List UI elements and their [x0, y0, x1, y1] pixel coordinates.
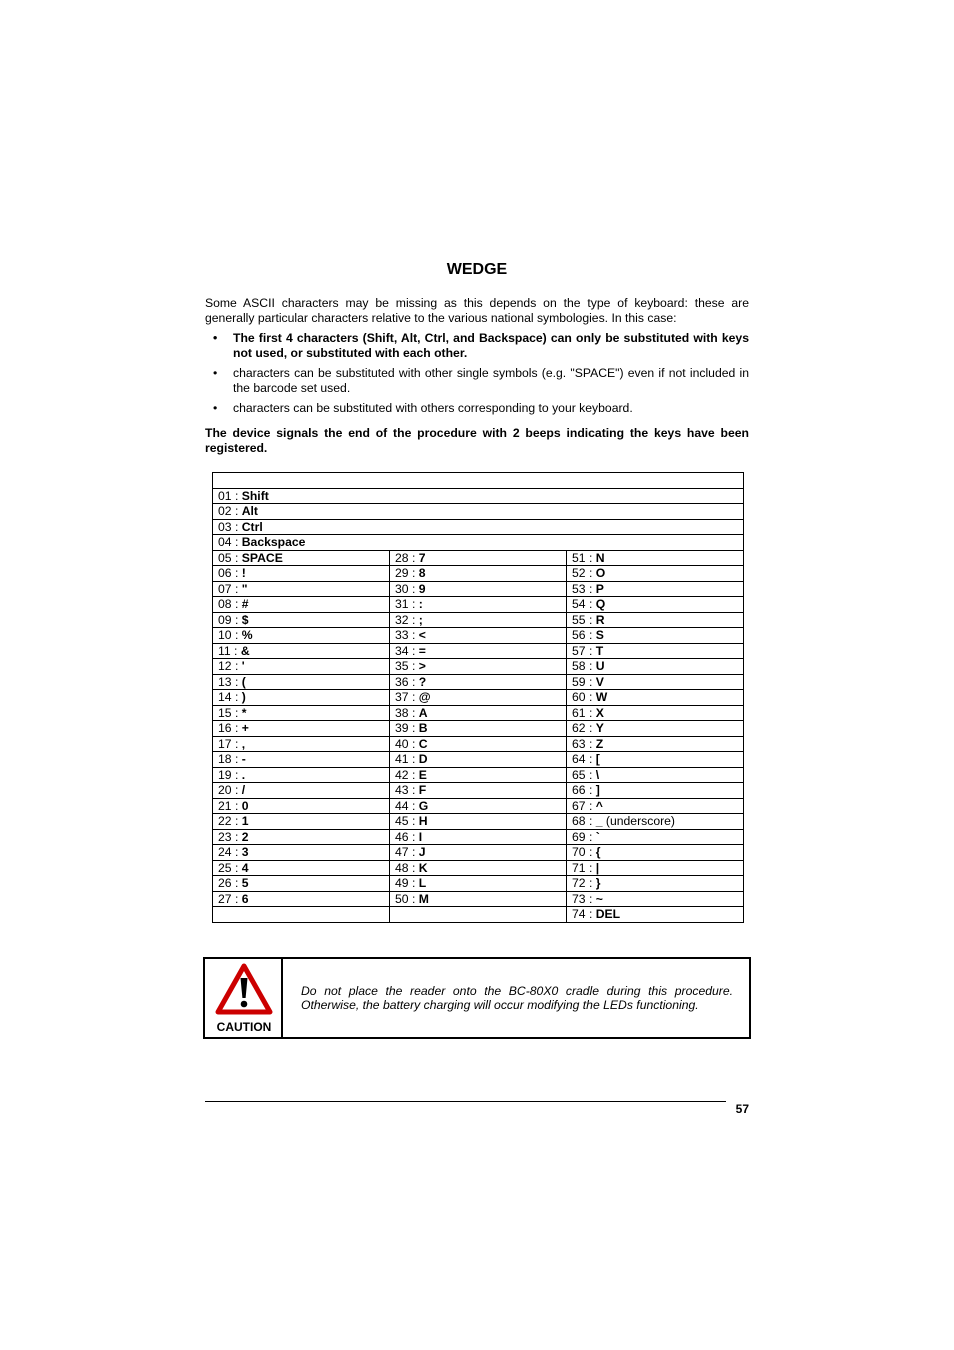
table-cell	[390, 612, 567, 628]
key-label: ]	[595, 783, 600, 798]
table-cell	[390, 767, 567, 783]
table-row	[213, 488, 744, 504]
key-number: 44 :	[395, 798, 416, 813]
table-row	[213, 581, 744, 597]
key-label: 8	[418, 566, 426, 581]
key-label: Ctrl	[241, 519, 263, 534]
key-number: 23 :	[218, 829, 239, 844]
key-number: 59 :	[572, 674, 593, 689]
table-row	[213, 643, 744, 659]
table-cell	[213, 891, 390, 907]
key-number: 70 :	[572, 845, 593, 860]
key-number: 66 :	[572, 783, 593, 798]
table-cell	[390, 876, 567, 892]
caution-text: Do not place the reader onto the BC-80X0 cradle during this procedure. Otherwise, the battery charging will occur modifying the LEDs functioning.	[301, 984, 733, 1012]
key-label: 6	[241, 891, 249, 906]
table-cell	[213, 535, 744, 551]
key-number: 15 :	[218, 705, 239, 720]
table-row	[213, 783, 744, 799]
key-label: Q	[595, 597, 606, 612]
key-label: DEL	[595, 907, 621, 922]
key-label: 3	[241, 845, 249, 860]
key-number: 41 :	[395, 752, 416, 767]
key-label: R	[595, 612, 605, 627]
key-number: 28 :	[395, 550, 416, 565]
key-label: 2	[241, 829, 249, 844]
key-number: 29 :	[395, 566, 416, 581]
bullet-item: • The first 4 characters (Shift, Alt, Ctrl, and Backspace) can only be substituted with keys not used, or substituted with each other.	[205, 331, 749, 361]
key-number: 64 :	[572, 752, 593, 767]
table-cell	[213, 860, 390, 876]
key-number: 52 :	[572, 566, 593, 581]
key-label: ~	[595, 891, 603, 906]
table-cell	[213, 488, 744, 504]
table-cell	[213, 690, 390, 706]
table-cell	[213, 597, 390, 613]
key-number: 22 :	[218, 814, 239, 829]
key-label: =	[418, 643, 426, 658]
table-row	[213, 519, 744, 535]
key-number: 71 :	[572, 860, 593, 875]
key-number: 13 :	[218, 674, 239, 689]
key-number: 37 :	[395, 690, 416, 705]
key-number: 17 :	[218, 736, 239, 751]
key-number: 04 :	[218, 535, 239, 550]
key-label: A	[418, 705, 428, 720]
key-number: 50 :	[395, 891, 416, 906]
table-row	[213, 566, 744, 582]
table-cell	[213, 783, 390, 799]
key-number: 25 :	[218, 860, 239, 875]
key-label: 5	[241, 876, 249, 891]
key-label: #	[241, 597, 249, 612]
key-number: 53 :	[572, 581, 593, 596]
key-label: V	[595, 674, 604, 689]
key-number: 36 :	[395, 674, 416, 689]
key-number: 21 :	[218, 798, 239, 813]
procedure-note: The device signals the end of the procedure with 2 beeps indicating the keys have been registered.	[205, 426, 749, 455]
key-number: 40 :	[395, 736, 416, 751]
key-number: 62 :	[572, 721, 593, 736]
table-cell	[390, 907, 567, 923]
caution-box	[203, 957, 751, 1039]
key-label: <	[418, 628, 426, 643]
table-cell	[213, 814, 390, 830]
table-row	[213, 860, 744, 876]
key-number: 08 :	[218, 597, 239, 612]
table-cell	[213, 674, 390, 690]
key-label: (	[241, 674, 246, 689]
table-row	[213, 736, 744, 752]
table-row	[213, 628, 744, 644]
key-number: 58 :	[572, 659, 593, 674]
key-label: Alt	[241, 504, 258, 519]
table-cell	[390, 550, 567, 566]
table-cell	[213, 798, 390, 814]
key-label: Backspace	[241, 535, 306, 550]
table-cell	[567, 736, 744, 752]
key-table-body	[213, 473, 744, 923]
key-label: M	[418, 891, 429, 906]
table-cell	[567, 783, 744, 799]
table-cell	[390, 860, 567, 876]
key-number: 24 :	[218, 845, 239, 860]
key-label: ^	[595, 798, 603, 813]
table-cell	[213, 628, 390, 644]
key-label: D	[418, 752, 428, 767]
key-number: 67 :	[572, 798, 593, 813]
table-cell	[567, 643, 744, 659]
table-cell	[213, 504, 744, 520]
key-number: 55 :	[572, 612, 593, 627]
key-label: X	[595, 705, 604, 720]
footer-divider	[205, 1101, 726, 1102]
key-number: 10 :	[218, 628, 239, 643]
key-label: 0	[241, 798, 249, 813]
key-label: C	[418, 736, 428, 751]
key-label: G	[418, 798, 429, 813]
table-cell	[567, 891, 744, 907]
key-label: U	[595, 659, 605, 674]
table-cell	[567, 690, 744, 706]
table-cell	[213, 519, 744, 535]
table-cell	[390, 721, 567, 737]
table-row	[213, 876, 744, 892]
key-number: 73 :	[572, 891, 593, 906]
key-label: !	[241, 566, 246, 581]
key-label: |	[595, 860, 600, 875]
table-cell	[390, 628, 567, 644]
bullet-item: • characters can be substituted with others corresponding to your keyboard.	[205, 401, 749, 416]
key-label: H	[418, 814, 428, 829]
intro-paragraph: Some ASCII characters may be missing as this depends on the type of keyboard: these are generally particular characters relative to the various national symbologies. In this case:	[205, 296, 749, 325]
table-row	[213, 721, 744, 737]
key-label: K	[418, 860, 428, 875]
key-label: S	[595, 628, 604, 643]
key-label: B	[418, 721, 428, 736]
table-cell	[213, 581, 390, 597]
table-cell	[390, 597, 567, 613]
key-number: 01 :	[218, 488, 239, 503]
key-number: 60 :	[572, 690, 593, 705]
key-number: 63 :	[572, 736, 593, 751]
key-table	[212, 472, 744, 923]
key-number: 49 :	[395, 876, 416, 891]
key-label: J	[418, 845, 426, 860]
key-label: -	[241, 752, 246, 767]
table-cell	[213, 550, 390, 566]
table-cell	[213, 643, 390, 659]
key-label: 4	[241, 860, 249, 875]
key-label: {	[595, 845, 601, 860]
page-number: 57	[735, 1102, 749, 1116]
table-row	[213, 504, 744, 520]
key-label: ?	[418, 674, 427, 689]
table-cell	[567, 705, 744, 721]
page-title: WEDGE	[446, 261, 508, 278]
table-cell	[213, 612, 390, 628]
key-number: 34 :	[395, 643, 416, 658]
key-label: 9	[418, 581, 426, 596]
table-cell	[390, 643, 567, 659]
key-label: \	[595, 767, 600, 782]
table-cell	[390, 674, 567, 690]
table-cell	[567, 659, 744, 675]
key-label: +	[241, 721, 249, 736]
key-number: 69 :	[572, 829, 593, 844]
key-number: 16 :	[218, 721, 239, 736]
table-cell	[213, 876, 390, 892]
key-number: 32 :	[395, 612, 416, 627]
caution-label: CAUTION	[216, 1020, 272, 1034]
table-row	[213, 798, 744, 814]
table-cell	[213, 829, 390, 845]
table-cell	[567, 566, 744, 582]
table-cell	[390, 581, 567, 597]
key-label: .	[241, 767, 246, 782]
table-cell	[567, 674, 744, 690]
key-label: %	[241, 628, 253, 643]
key-number: 65 :	[572, 767, 593, 782]
bullet-item: • characters can be substituted with other single symbols (e.g. "SPACE") even if not included in the barcode set used.	[205, 366, 749, 396]
table-cell	[390, 752, 567, 768]
key-label: `	[595, 829, 600, 844]
key-number: 12 :	[218, 659, 239, 674]
key-label: >	[418, 659, 426, 674]
key-number: 26 :	[218, 876, 239, 891]
key-number: 07 :	[218, 581, 239, 596]
table-row	[213, 907, 744, 923]
warning-triangle-icon	[215, 963, 273, 1015]
key-number: 05 :	[218, 550, 239, 565]
key-number: 57 :	[572, 643, 593, 658]
table-cell	[390, 829, 567, 845]
table-row	[213, 690, 744, 706]
key-label: $	[241, 612, 249, 627]
key-label: O	[595, 566, 606, 581]
table-row	[213, 550, 744, 566]
key-label: @	[418, 690, 431, 705]
key-label: I	[418, 829, 423, 844]
key-label: *	[241, 705, 247, 720]
table-cell	[567, 814, 744, 830]
key-number: 72 :	[572, 876, 593, 891]
table-cell	[567, 845, 744, 861]
key-label: [	[595, 752, 600, 767]
table-cell	[567, 798, 744, 814]
key-number: 56 :	[572, 628, 593, 643]
key-number: 30 :	[395, 581, 416, 596]
key-label: "	[241, 581, 248, 596]
table-cell	[567, 907, 744, 923]
key-number: 54 :	[572, 597, 593, 612]
table-cell	[567, 752, 744, 768]
table-cell	[567, 597, 744, 613]
table-cell	[213, 845, 390, 861]
key-label: 7	[418, 550, 426, 565]
key-label: W	[595, 690, 608, 705]
table-cell	[213, 767, 390, 783]
key-number: 06 :	[218, 566, 239, 581]
table-row	[213, 612, 744, 628]
key-label: ;	[418, 612, 423, 627]
table-row	[213, 814, 744, 830]
table-cell	[390, 891, 567, 907]
key-number: 18 :	[218, 752, 239, 767]
key-label: &	[240, 643, 250, 658]
key-label: Z	[595, 736, 604, 751]
key-number: 48 :	[395, 860, 416, 875]
key-number: 27 :	[218, 891, 239, 906]
key-number: 33 :	[395, 628, 416, 643]
table-row	[213, 674, 744, 690]
table-cell	[567, 876, 744, 892]
key-label: Y	[595, 721, 604, 736]
table-row	[213, 767, 744, 783]
key-label: L	[418, 876, 427, 891]
key-number: 02 :	[218, 504, 239, 519]
key-label: N	[595, 550, 605, 565]
key-number: 14 :	[218, 690, 239, 705]
key-label: E	[418, 767, 427, 782]
table-cell	[213, 721, 390, 737]
key-label: )	[241, 690, 246, 705]
key-label: '	[241, 659, 245, 674]
key-label: :	[418, 597, 423, 612]
table-cell	[567, 860, 744, 876]
key-number: 43 :	[395, 783, 416, 798]
key-number: 03 :	[218, 519, 239, 534]
table-cell	[390, 690, 567, 706]
table-row	[213, 535, 744, 551]
table-cell	[213, 736, 390, 752]
key-label: _	[595, 814, 603, 829]
table-cell	[213, 705, 390, 721]
key-label: SPACE	[241, 550, 283, 565]
key-number: 38 :	[395, 705, 416, 720]
key-number: 45 :	[395, 814, 416, 829]
table-cell	[390, 566, 567, 582]
key-label: T	[595, 643, 604, 658]
bullet-list	[205, 331, 749, 421]
table-row	[213, 845, 744, 861]
key-label: F	[418, 783, 427, 798]
key-label: ,	[241, 736, 246, 751]
table-cell	[390, 659, 567, 675]
table-row	[213, 659, 744, 675]
key-note: (underscore)	[602, 814, 675, 829]
key-number: 68 :	[572, 814, 593, 829]
key-label: P	[595, 581, 604, 596]
table-cell	[213, 659, 390, 675]
table-row	[213, 705, 744, 721]
table-row	[213, 752, 744, 768]
key-number: 42 :	[395, 767, 416, 782]
key-label: Shift	[241, 488, 269, 503]
table-cell	[213, 566, 390, 582]
key-label: /	[241, 783, 246, 798]
table-cell	[213, 473, 744, 489]
table-cell	[567, 767, 744, 783]
key-number: 47 :	[395, 845, 416, 860]
table-cell	[567, 581, 744, 597]
key-number: 39 :	[395, 721, 416, 736]
table-cell	[567, 612, 744, 628]
key-number: 51 :	[572, 550, 593, 565]
table-cell	[567, 550, 744, 566]
key-label: }	[595, 876, 601, 891]
table-cell	[390, 783, 567, 799]
key-number: 31 :	[395, 597, 416, 612]
key-number: 61 :	[572, 705, 593, 720]
table-cell	[567, 829, 744, 845]
table-row	[213, 829, 744, 845]
table-row	[213, 597, 744, 613]
table-cell	[213, 752, 390, 768]
table-row	[213, 891, 744, 907]
table-header-row	[213, 473, 744, 489]
key-number: 09 :	[218, 612, 239, 627]
table-cell	[567, 628, 744, 644]
key-number: 74 :	[572, 907, 593, 922]
table-cell	[390, 814, 567, 830]
caution-icon-cell	[205, 959, 283, 1037]
key-label: 1	[241, 814, 249, 829]
table-cell	[390, 705, 567, 721]
key-number: 46 :	[395, 829, 416, 844]
table-cell	[390, 736, 567, 752]
table-cell	[390, 798, 567, 814]
key-number: 20 :	[218, 783, 239, 798]
key-number: 35 :	[395, 659, 416, 674]
key-number: 11 :	[218, 643, 238, 658]
table-cell	[390, 845, 567, 861]
key-number: 19 :	[218, 767, 239, 782]
table-cell	[567, 721, 744, 737]
table-cell	[213, 907, 390, 923]
